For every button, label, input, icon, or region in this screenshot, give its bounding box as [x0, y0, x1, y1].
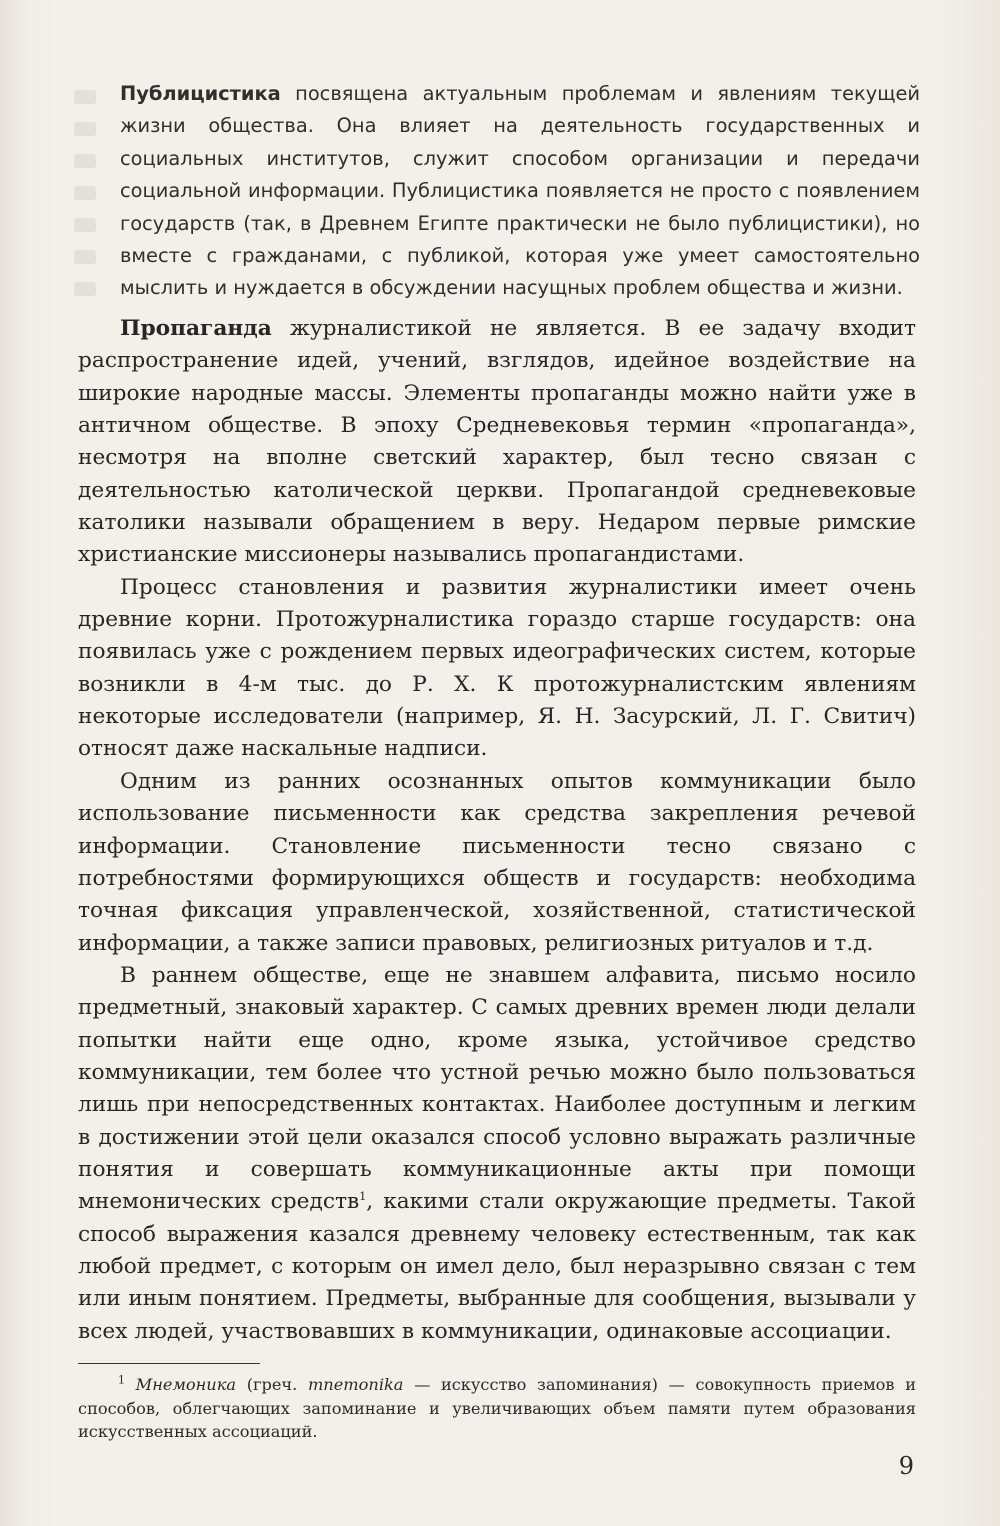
- margin-decoration: [74, 86, 100, 296]
- early-society-text-before: В раннем обществе, еще не знавшем алфавита, письмо носило предметный, знаковый характер. С самых древних времен люди делали попытки найти еще одно, кроме языка, устойчивое средство коммуникации, тем более что устной речью можно было пользоваться лишь при непосредственных контактах. Наиболее доступным и легким в достижении этой цели оказался способ условно выражать различные понятия и совершать коммуникационные акты при помощи мнемонических средств: [78, 962, 916, 1215]
- page-number: 9: [898, 1452, 914, 1480]
- footnote-term: Мнемоника: [135, 1375, 237, 1394]
- sidebar-text: посвящена актуальным проблемам и явлениям текущей жизни общества. Она влияет на деятельность государственных и социальных институтов, служит способом организации и передачи социальной информации. Публицистика появляется не просто с появлением государств (так, в Древнем Египте практически не было публицистики), но вместе с гражданами, с публикой, которая уже умеет самостоятельно мыслить и нуждается в обсуждении насущных проблем общества и жизни.: [120, 82, 920, 300]
- footnote-text-1: (греч.: [236, 1375, 308, 1394]
- paragraph-propaganda: [78, 313, 916, 572]
- footnote-text-2: — искусство запоминания) — совокупность приемов и способов, облегчающих запоминание и увеличивающих объем памяти путем образования искусственных ассоциаций.: [78, 1375, 916, 1441]
- footnote-separator: [78, 1363, 260, 1364]
- early-society-text-after: , какими стали окружающие предметы. Такой способ выражения казался древнему человеку естественным, так как любой предмет, с которым он имел дело, был неразрывно связан с тем или иным понятием. Предметы, выбранные для сообщения, вызывали у всех людей, участвовавших в коммуникации, одинаковые ассоциации.: [78, 1189, 916, 1344]
- main-text: [78, 313, 916, 1348]
- propaganda-term: Пропаганда: [120, 316, 272, 341]
- footnote-marker: 1: [118, 1373, 125, 1387]
- sidebar-paragraph-block: [120, 78, 920, 305]
- sidebar-term: Публицистика: [120, 82, 281, 105]
- footnote-paragraph: [78, 1373, 916, 1444]
- footnote-reference: 1: [359, 1190, 367, 1204]
- paragraph-writing: Одним из ранних осознанных опытов коммуникации было использование письменности как средства закрепления речевой информации. Становление письменности тесно связано с потребностями формирующихся обществ и государств: необходима точная фиксация управленческой, хозяйственной, статистической информации, а также записи правовых, религиозных ритуалов и т.д.: [78, 768, 916, 956]
- sidebar-paragraph: [120, 78, 920, 305]
- footnote-block: [78, 1373, 916, 1444]
- footnote-greek: mnemonika: [307, 1375, 404, 1394]
- propaganda-text: журналистикой не является. В ее задачу входит распространение идей, учений, взглядов, идейное воздействие на широкие народные массы. Элементы пропаганды можно найти уже в античном обществе. В эпоху Средневековья термин «пропаганда», несмотря на вполне светский характер, был тесно связан с деятельностью католической церкви. Пропагандой средневековые католики называли обращением в веру. Недаром первые римские христианские миссионеры назывались пропагандистами.: [78, 316, 916, 568]
- paragraph-protojournalism: Процесс становления и развития журналистики имеет очень древние корни. Протожурналистика гораздо старше государств: она появилась уже с рождением первых идеографических систем, которые возникли в 4-м тыс. до Р. Х. К протожурналистским явлениям некоторые исследователи (например, Я. Н. Засурский, Л. Г. Свитич) относят даже наскальные надписи.: [78, 574, 916, 762]
- paragraph-early-society: [78, 960, 916, 1348]
